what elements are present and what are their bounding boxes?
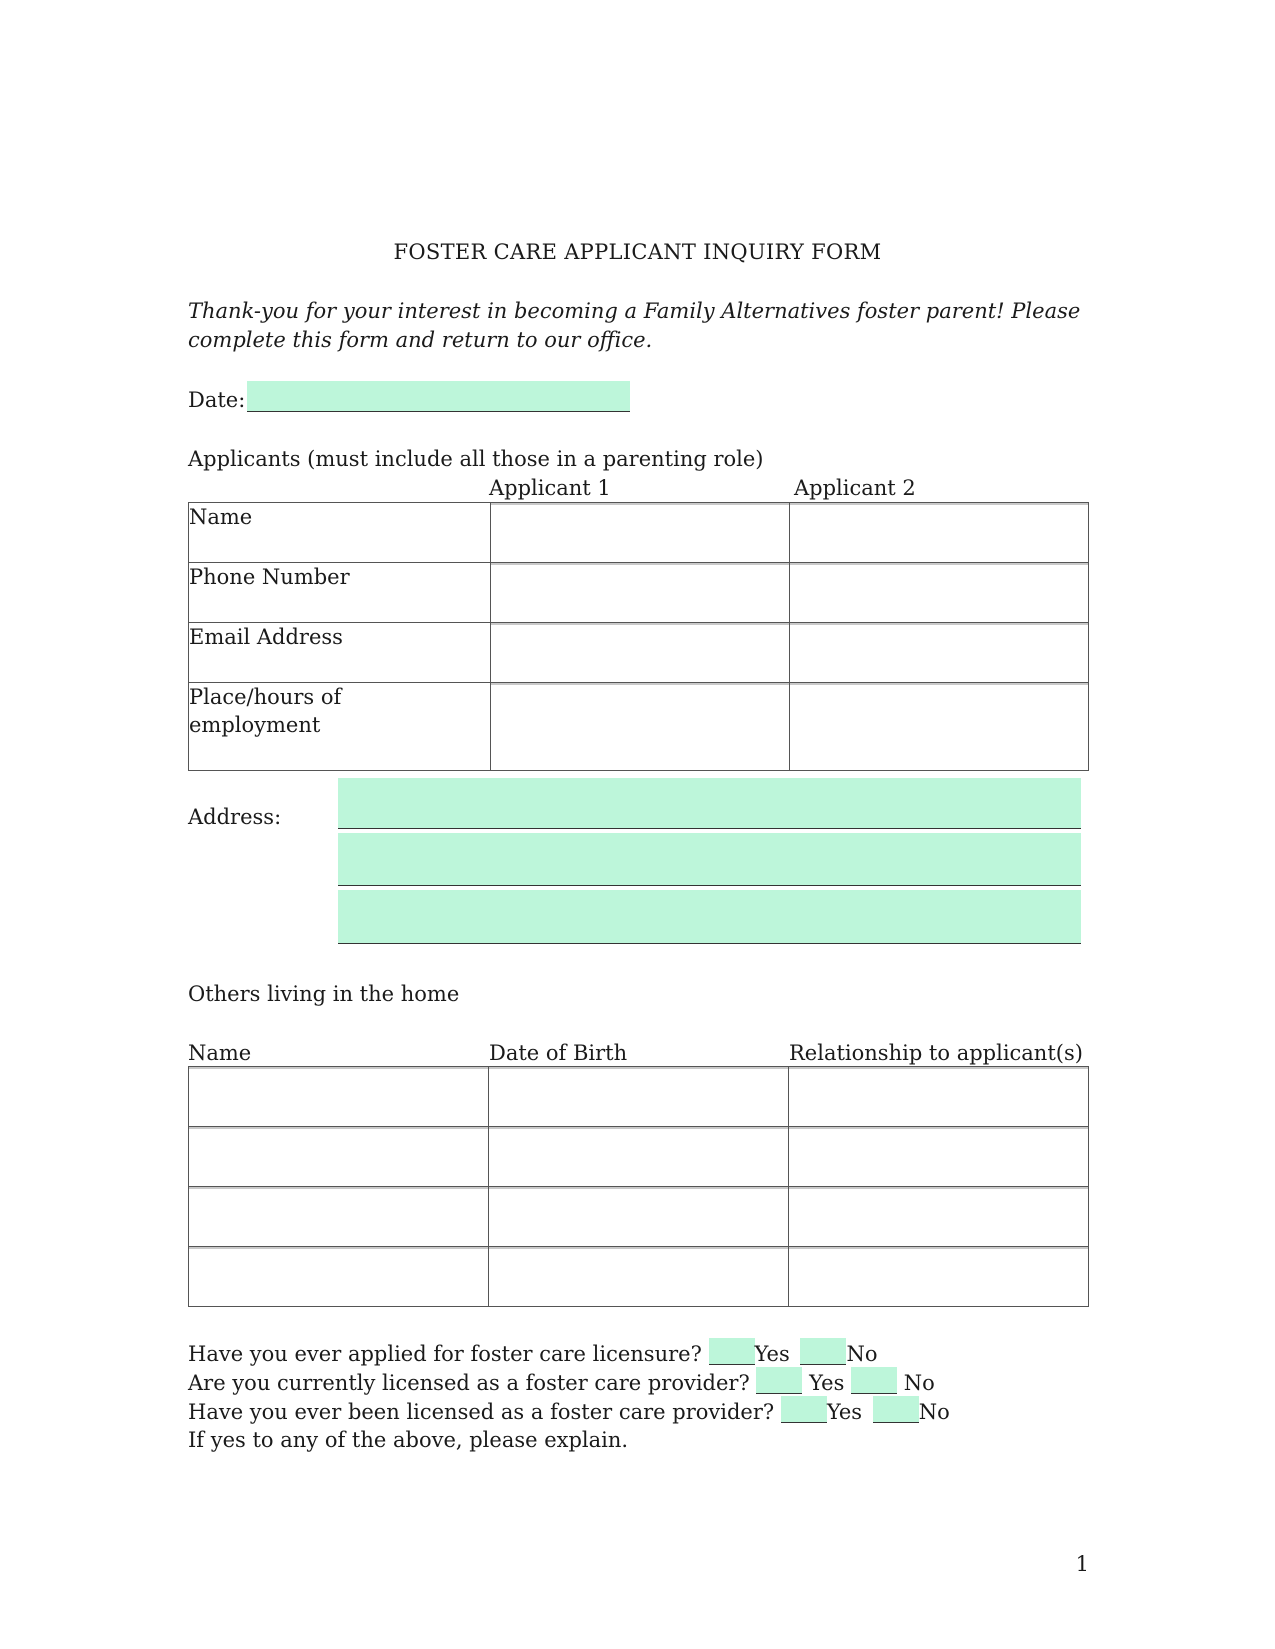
other-name-cell[interactable] — [189, 1127, 489, 1187]
question-current-text: Are you currently licensed as a foster care provider? — [188, 1371, 750, 1395]
applicant-2-email-field[interactable] — [790, 623, 1088, 625]
other-dob-field[interactable] — [489, 1127, 788, 1129]
applicant-2-employment-cell[interactable] — [790, 683, 1089, 771]
table-row — [189, 1247, 1089, 1307]
address-line-2[interactable] — [338, 833, 1081, 886]
other-relationship-field[interactable] — [789, 1127, 1088, 1129]
other-name-cell[interactable] — [189, 1067, 489, 1127]
applicant-2-email-cell[interactable] — [790, 623, 1089, 683]
other-relationship-cell[interactable] — [789, 1067, 1089, 1127]
other-dob-cell[interactable] — [489, 1187, 789, 1247]
applicant-1-header: Applicant 1 — [489, 476, 611, 500]
other-dob-cell[interactable] — [489, 1127, 789, 1187]
applicant-1-name-cell[interactable] — [491, 503, 790, 563]
other-name-field[interactable] — [189, 1247, 488, 1249]
other-relationship-field[interactable] — [789, 1187, 1088, 1189]
applicant-1-email-cell[interactable] — [491, 623, 790, 683]
question-current-row — [188, 1367, 935, 1397]
other-relationship-cell[interactable] — [789, 1127, 1089, 1187]
other-relationship-field[interactable] — [789, 1247, 1088, 1249]
date-field[interactable] — [247, 381, 630, 412]
address-label: Address: — [188, 805, 282, 829]
applicant-1-employment-cell[interactable] — [491, 683, 790, 771]
others-col-dob: Date of Birth — [489, 1041, 628, 1065]
other-dob-field[interactable] — [489, 1247, 788, 1249]
other-name-cell[interactable] — [189, 1187, 489, 1247]
other-name-field[interactable] — [189, 1187, 488, 1189]
page-number: 1 — [1075, 1552, 1089, 1576]
row-label-phone: Phone Number — [189, 563, 491, 623]
table-row — [189, 623, 1089, 683]
other-name-field[interactable] — [189, 1127, 488, 1129]
table-row — [189, 563, 1089, 623]
current-yes-label: Yes — [809, 1371, 845, 1395]
row-label-name: Name — [189, 503, 491, 563]
applicant-2-phone-cell[interactable] — [790, 563, 1089, 623]
question-ever-row — [188, 1396, 950, 1426]
applicant-1-phone-cell[interactable] — [491, 563, 790, 623]
applicant-2-name-field[interactable] — [790, 503, 1088, 505]
ever-no-blank[interactable] — [873, 1396, 919, 1423]
ever-yes-label: Yes — [826, 1400, 863, 1424]
employment-label-text: Place/hours of employment — [189, 685, 342, 737]
address-line-3[interactable] — [338, 890, 1081, 944]
row-label-employment — [189, 683, 491, 771]
applicant-1-phone-field[interactable] — [491, 563, 789, 565]
table-row — [189, 503, 1089, 563]
ever-yes-blank[interactable] — [781, 1396, 827, 1423]
applied-yes-blank[interactable] — [709, 1338, 755, 1365]
applied-no-blank[interactable] — [800, 1338, 846, 1365]
current-no-label: No — [903, 1371, 935, 1395]
applicant-2-employment-field[interactable] — [790, 683, 1088, 685]
row-label-email: Email Address — [189, 623, 491, 683]
table-row — [189, 1067, 1089, 1127]
other-dob-field[interactable] — [489, 1187, 788, 1189]
other-dob-field[interactable] — [489, 1067, 788, 1069]
applicant-1-name-field[interactable] — [491, 503, 789, 505]
explain-prompt: If yes to any of the above, please explain. — [188, 1428, 629, 1452]
question-ever-text: Have you ever been licensed as a foster care provider? — [188, 1400, 775, 1424]
applicants-table — [188, 502, 1089, 771]
applicant-1-email-field[interactable] — [491, 623, 789, 625]
question-applied-row — [188, 1338, 877, 1368]
question-applied-text: Have you ever applied for foster care licensure? — [188, 1342, 702, 1366]
other-relationship-cell[interactable] — [789, 1247, 1089, 1307]
current-yes-blank[interactable] — [756, 1367, 802, 1394]
other-relationship-field[interactable] — [789, 1067, 1088, 1069]
applicants-heading: Applicants (must include all those in a parenting role) — [188, 447, 764, 471]
applicant-2-header: Applicant 2 — [794, 476, 916, 500]
ever-no-label: No — [918, 1400, 950, 1424]
form-title: FOSTER CARE APPLICANT INQUIRY FORM — [393, 240, 882, 264]
others-col-name: Name — [188, 1041, 252, 1065]
applied-yes-label: Yes — [754, 1342, 790, 1366]
others-heading: Others living in the home — [188, 982, 460, 1006]
other-dob-cell[interactable] — [489, 1247, 789, 1307]
applicant-2-phone-field[interactable] — [790, 563, 1088, 565]
date-label: Date: — [188, 388, 246, 412]
applicant-2-name-cell[interactable] — [790, 503, 1089, 563]
other-relationship-cell[interactable] — [789, 1187, 1089, 1247]
applicant-1-employment-field[interactable] — [491, 683, 789, 685]
intro-text: Thank-you for your interest in becoming a Family Alternatives foster parent! Please complete this form and return to our office. — [188, 299, 1081, 352]
other-name-cell[interactable] — [189, 1247, 489, 1307]
others-col-relationship: Relationship to applicant(s) — [789, 1041, 1083, 1065]
others-table — [188, 1066, 1089, 1307]
current-no-blank[interactable] — [851, 1367, 897, 1394]
other-dob-cell[interactable] — [489, 1067, 789, 1127]
applied-no-label: No — [846, 1342, 878, 1366]
address-line-1[interactable] — [338, 778, 1081, 829]
other-name-field[interactable] — [189, 1067, 488, 1069]
table-row — [189, 1127, 1089, 1187]
table-row — [189, 1187, 1089, 1247]
table-row — [189, 683, 1089, 771]
